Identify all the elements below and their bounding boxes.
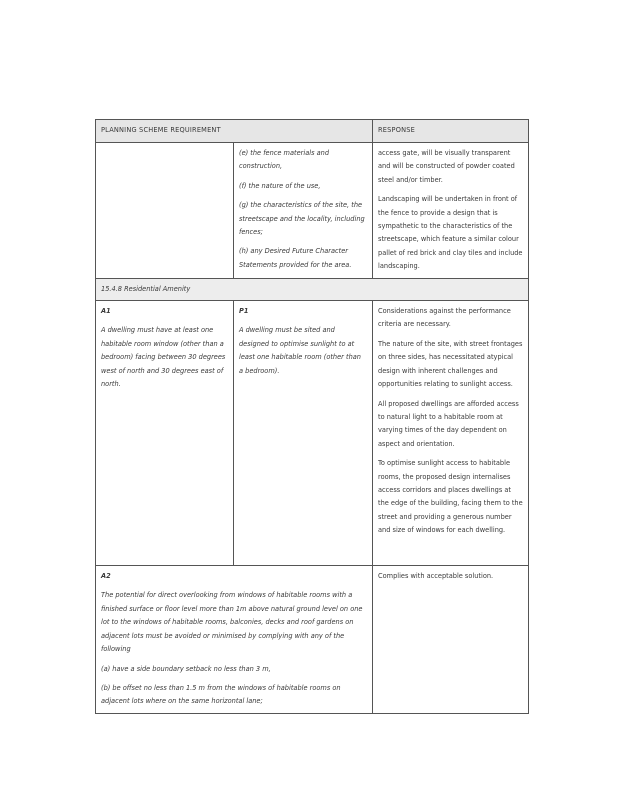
performance-item: (h) any Desired Future Character Statements provided for the area.: [239, 247, 352, 269]
acceptable-solution-cell-a2: [96, 566, 373, 714]
response-paragraph: Considerations against the performance criteria are necessary.: [378, 307, 511, 329]
performance-text: A dwelling must be sited and designed to optimise sunlight to at least one habitable room (other than a bedroom).: [239, 326, 361, 375]
acceptable-code: A1: [101, 307, 111, 316]
a2-item: (b) be offset no less than 1.5 m from the windows of habitable rooms on adjacent lots where on the same horizontal lane;: [101, 683, 341, 706]
response-paragraph: To optimise sunlight access to habitable rooms, the proposed design internalises access corridors and places dwellings at the edge of the building, facing them to the street and providing a generous number and size of windows for each dwelling.: [378, 459, 523, 535]
table-header-row: [96, 120, 529, 143]
section-title: 15.4.8 Residential Amenity: [96, 278, 529, 300]
response-paragraph: Complies with acceptable solution.: [378, 572, 494, 581]
acceptable-code: A2: [101, 572, 111, 581]
response-paragraph: Landscaping will be undertaken in front of the fence to provide a design that is sympathetic to the characteristics of the streetscape, which feature a similar colour pallet of red brick and clay tiles and include landscaping.: [378, 195, 523, 271]
acceptable-cell-empty: [96, 143, 234, 279]
a2-paragraph: The potential for direct overlooking from windows of habitable rooms with a finished surface or floor level more than 1m above natural ground level on one lot to the windows of habitable rooms, balconies, decks and roof gardens on adjacent lots must be avoided or minimised by complying with any of the following: [101, 591, 363, 654]
performance-criteria-cell: [234, 301, 373, 566]
performance-cell: [234, 143, 373, 279]
response-cell: [373, 566, 529, 714]
table-row-a1: [96, 301, 529, 566]
acceptable-text: A dwelling must have at least one habitable room window (other than a bedroom) facing between 30 degrees west of north and 30 degrees east of north.: [101, 326, 226, 389]
acceptable-solution-cell: [96, 301, 234, 566]
performance-item: (f) the nature of the use,: [239, 181, 321, 190]
response-cell: [373, 143, 529, 279]
response-paragraph: access gate, will be visually transparent and will be constructed of powder coated steel and/or timber.: [378, 149, 515, 184]
performance-item: (e) the fence materials and construction,: [239, 149, 330, 171]
a2-item: (a) have a side boundary setback no less than 3 m,: [101, 664, 271, 673]
table-row-a2: [96, 566, 529, 714]
table-row-continued: [96, 143, 529, 279]
response-paragraph: All proposed dwellings are afforded access to natural light to a habitable room at varying times of the day dependent on aspect and orientation.: [378, 399, 519, 448]
header-response: RESPONSE: [373, 120, 529, 143]
header-requirement: PLANNING SCHEME REQUIREMENT: [96, 120, 373, 143]
planning-table: [95, 119, 529, 714]
performance-code: P1: [239, 307, 249, 316]
response-cell: [373, 301, 529, 566]
response-paragraph: The nature of the site, with street frontages on three sides, has necessitated atypical design with inherent challenges and opportunities relating to sunlight access.: [378, 339, 523, 389]
performance-item: (g) the characteristics of the site, the streetscape and the locality, including fences;: [239, 201, 365, 237]
section-row: [96, 278, 529, 300]
